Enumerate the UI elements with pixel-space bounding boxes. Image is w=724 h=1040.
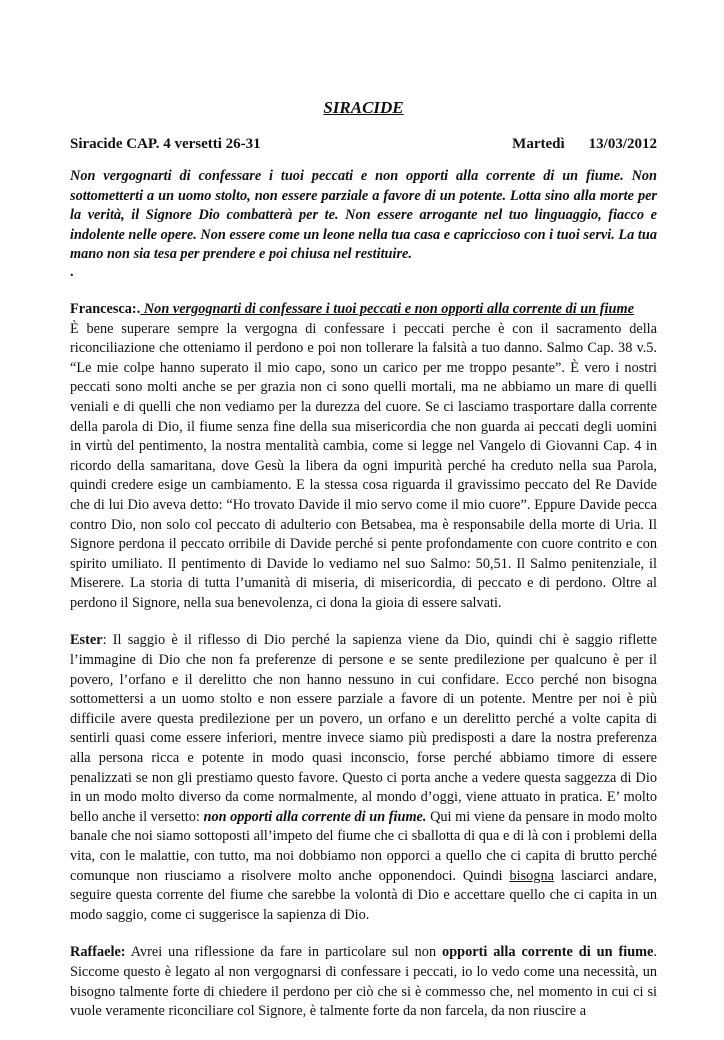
scripture-passage: Non vergognarti di confessare i tuoi peccati e non opporti alla corrente di un fiume. Non sottometterti a un uomo stolto, non essere parziale a favore di un potente. Lotta sino alla morte per la verità, il Signore Dio combatterà per te. Non essere arrogante nel tuo linguaggio, fiacco e indolente nelle opere. Non essere come un leone nella tua casa e capriccioso con i tuoi servi. La tua mano non sia tesa per prendere e poi chiusa nel restituire.: [70, 168, 657, 263]
comment-text: Avrei una riflessione da fare in particolare sul non: [125, 944, 443, 961]
separator-dot: .: [70, 263, 74, 280]
reading-heading: [70, 134, 657, 154]
speaker-name: Raffaele:: [70, 944, 126, 961]
comment-text: Qui mi viene da pensare in modo molto banale che noi siamo sottoposti all’impeto del fiume che ci sballotta di qua e di là con i problemi della vita, con le malattie, con tutto, ma noi dobbiamo non opporci a quello che ci capita di brutto perché comunque non riusciamo a risolvere molto anche opponendoci. Quindi: [70, 808, 657, 884]
comment-raffaele: [70, 943, 657, 1021]
comment-text: : Il saggio è il riflesso di Dio perché la sapienza viene da Dio, quindi chi è saggio riflette l’immagine di Dio che non fa preferenze di persone e se sente predilezione per qualcuno è per il povero, l’orfano e il derelitto che non hanno nessuno in cui confidare. Ecco perché non bisogna sottomettersi a un uomo stolto e non essere parziale a favore di un potente. Mentre per noi è più difficile avere questa predilezione per un povero, un orfano e un derelitto perché a volte capita di sentirli quasi come essere inferiori, mentre invece siamo più predisposti a dare la nostra preferenza alla persona ricca e potente in modo quasi inconscio, forse perché abbiamo timore di essere penalizzati se non gli prestiamo questo favore. Questo ci porta anche a vedere questa saggezza di Dio in un modo molto diverso da come normalmente, al mondo d’oggi, viene attuato in pratica. E’ molto bello anche il versetto:: [70, 632, 657, 825]
speaker-dot: .: [136, 300, 141, 317]
underlined-word: bisogna: [509, 867, 554, 884]
weekday: Martedì: [512, 136, 565, 152]
document-page: [70, 96, 657, 1040]
comment-ester: [70, 631, 657, 925]
comment-text: . Siccome questo è legato al non vergognarsi di confessare i peccati, io lo vedo come una necessità, un bisogno talmente forte di chiedere il perdono per ciò che si è commesso che, nel momento in cui ci si vuole veramente riconciliare col Signore, è talmente forte da non farcela, da non riuscire a: [70, 944, 657, 1020]
speaker-name: Ester: [70, 632, 103, 649]
scripture-reference: Siracide CAP. 4 versetti 26-31: [70, 136, 261, 152]
date: 13/03/2012: [588, 136, 657, 152]
comment-text: È bene superare sempre la vergogna di confessare i peccati perche è con il sacramento della riconciliazione che otteniamo il perdono e poi non tollerare la falsità a tuo danno. Salmo Cap. 38 v.5. “Le mie colpe hanno superato il mio capo, sono un carico per me troppo pesante”. È vero i nostri peccati sono molti anche se per grazia non ci sono quelli mortali, ma ne abbiamo un mare di quelli veniali e di quelli che non vediamo per la durezza del cuore. Se ci lasciamo trasportare dalla corrente della parola di Dio, il fiume senza fine della sua misericordia che non guarda ai peccati degli uomini in virtù del pentimento, la nostra mentalità cambia, come si legge nel Vangelo di Giovanni Cap. 4 in ricordo della samaritana, dove Gesù la libera da ogni impurità perché ha creduto nella sua Parola, quindi credere esige un cambiamento. E la stessa cosa riguarda il gravissimo peccato del Re Davide che di lui Dio aveva detto: “Ho trovato Davide il mio servo come il mio cuore”. Eppure Davide pecca contro Dio, non solo col peccato di adulterio con Betsabea, ma è responsabile della morte di Uria. Il Signore perdona il peccato orribile di Davide perché si pente profondamente con cuore contrito e con spirito umiliato. Il pentimento di Davide lo vediamo nel suo Salmo: 50,51. Il Salmo penitenziale, il Miserere. La storia di tutta l’umanità di miseria, di misericordia, di peccato e di perdono. Oltre al perdono il Signore, nella sua benevolenza, ci dona la gioia di essere salvati.: [70, 320, 657, 611]
emphasized-verse: opporti alla corrente di un fiume: [442, 944, 654, 961]
comment-francesca: [70, 300, 657, 614]
emphasized-verse: non opporti alla corrente di un fiume.: [203, 808, 427, 825]
comment-text: lasciarci andare, seguire questa corrente del fiume che sarebbe la volontà di Dio e accettare quello che ci capita in un modo saggio, come ci suggerisce la sapienza di Dio.: [70, 867, 657, 923]
quoted-verse: Non vergognarti di confessare i tuoi peccati e non opporti alla corrente di un fiume: [140, 300, 634, 317]
document-title: SIRACIDE: [323, 98, 404, 117]
speaker-name: Francesca:: [70, 300, 137, 317]
